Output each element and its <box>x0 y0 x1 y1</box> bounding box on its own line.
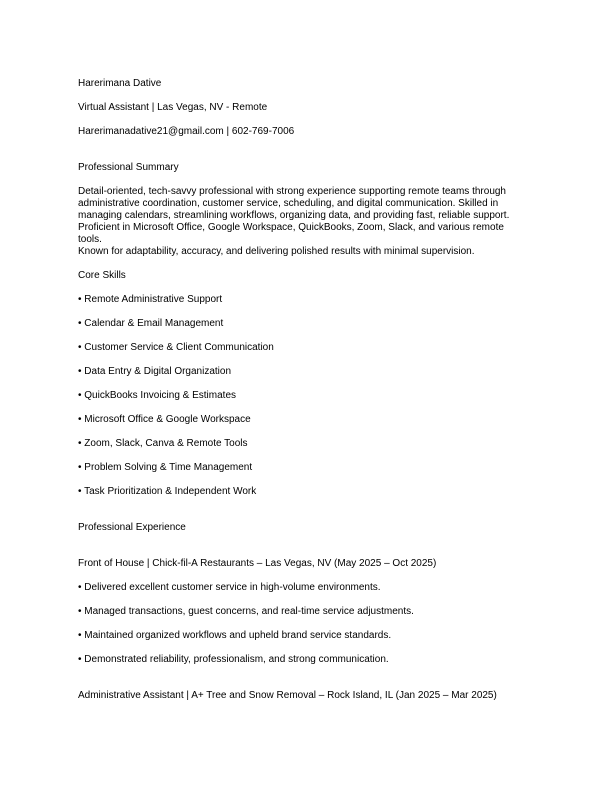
skill-item: • Zoom, Slack, Canva & Remote Tools <box>78 438 248 449</box>
job-bullet: • Managed transactions, guest concerns, and real-time service adjustments. <box>78 606 414 617</box>
job-bullet: • Demonstrated reliability, professionalism, and strong communication. <box>78 654 389 665</box>
skill-item: • Problem Solving & Time Management <box>78 462 253 473</box>
summary-line: managing calendars, streamlining workflows, organizing data, and providing fast, reliable support. <box>78 210 510 221</box>
skill-item: • QuickBooks Invoicing & Estimates <box>78 390 237 401</box>
experience-heading: Professional Experience <box>78 522 186 533</box>
title-line: Virtual Assistant | Las Vegas, NV - Remote <box>78 102 268 113</box>
summary-line: administrative coordination, customer service, scheduling, and digital communication. Skilled in <box>78 198 499 209</box>
job-title: Front of House | Chick-fil-A Restaurants – Las Vegas, NV (May 2025 – Oct 2025) <box>78 558 437 569</box>
summary-heading: Professional Summary <box>78 162 179 173</box>
contact-line: Harerimanadative21@gmail.com | 602-769-7006 <box>78 126 295 137</box>
skill-item: • Microsoft Office & Google Workspace <box>78 414 251 425</box>
job-title: Administrative Assistant | A+ Tree and Snow Removal – Rock Island, IL (Jan 2025 – Mar 2025) <box>78 690 497 701</box>
skill-item: • Data Entry & Digital Organization <box>78 366 232 377</box>
skill-item: • Customer Service & Client Communication <box>78 342 274 353</box>
summary-line: Known for adaptability, accuracy, and delivering polished results with minimal supervision. <box>78 246 475 257</box>
summary-line: Detail-oriented, tech-savvy professional with strong experience supporting remote teams through <box>78 186 506 197</box>
skills-heading: Core Skills <box>78 270 126 281</box>
job-bullet: • Delivered excellent customer service in high-volume environments. <box>78 582 381 593</box>
skill-item: • Task Prioritization & Independent Work <box>78 486 257 497</box>
candidate-name: Harerimana Dative <box>78 78 162 89</box>
summary-paragraph <box>78 186 518 258</box>
job-bullet: • Maintained organized workflows and upheld brand service standards. <box>78 630 392 641</box>
summary-line: Proficient in Microsoft Office, Google Workspace, QuickBooks, Zoom, Slack, and various remote tools. <box>78 222 504 245</box>
skill-item: • Calendar & Email Management <box>78 318 224 329</box>
skill-item: • Remote Administrative Support <box>78 294 223 305</box>
